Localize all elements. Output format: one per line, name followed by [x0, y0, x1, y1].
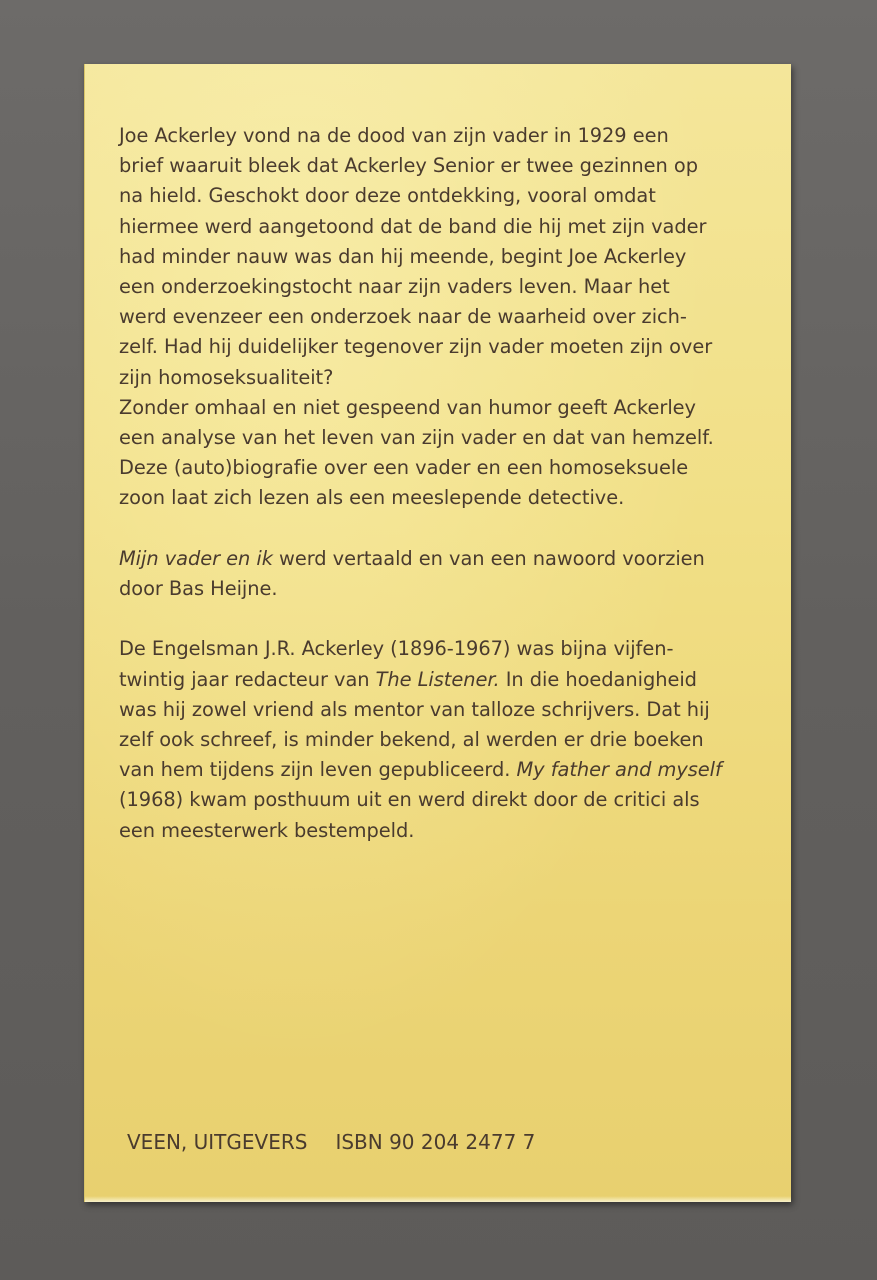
book-back-cover	[84, 64, 791, 1202]
blurb-line: hiermee werd aangetoond dat de band die hij met zijn vader	[119, 214, 707, 238]
blurb-line: Zonder omhaal en niet gespeend van humor geeft Ackerley	[119, 395, 696, 419]
publisher-name: VEEN, UITGEVERS	[127, 1130, 308, 1154]
bio-line: (1968) kwam posthuum uit en werd direkt door de critici als	[119, 788, 700, 812]
bio-line: De Engelsman J.R. Ackerley (1896-1967) was bijna vijfen-	[119, 637, 674, 661]
paragraph-gap	[119, 604, 759, 634]
translator-line: door Bas Heijne.	[119, 577, 278, 601]
translation-text: werd vertaald en van een nawoord voorzien	[272, 546, 705, 570]
bio-line: zelf ook schreef, is minder bekend, al werden er drie boeken	[119, 728, 704, 752]
blurb-line: zijn homoseksualiteit?	[119, 365, 334, 389]
translation-line	[119, 544, 759, 574]
book-title-italic: Mijn vader en ik	[119, 546, 273, 570]
original-title-italic: My father and myself	[516, 758, 722, 782]
bio-line	[119, 665, 759, 695]
blurb-line: Deze (auto)biografie over een vader en een homoseksuele	[119, 456, 689, 480]
bio-line: een meesterwerk bestempeld.	[119, 818, 415, 842]
isbn-number: ISBN 90 204 2477 7	[335, 1130, 536, 1154]
magazine-title-italic: The Listener.	[375, 667, 500, 691]
publisher-footer	[127, 1130, 535, 1154]
bio-line: was hij zowel vriend als mentor van talloze schrijvers. Dat hij	[119, 697, 710, 721]
bio-text: twintig jaar redacteur van	[119, 667, 376, 691]
blurb-line: brief waaruit bleek dat Ackerley Senior er twee gezinnen op	[119, 154, 698, 178]
blurb-line: een analyse van het leven van zijn vader en dat van hemzelf.	[119, 426, 714, 450]
bio-line	[119, 755, 759, 785]
blurb-text	[119, 121, 759, 846]
blurb-line: had minder nauw was dan hij meende, begint Joe Ackerley	[119, 244, 687, 268]
blurb-line: werd evenzeer een onderzoek naar de waarheid over zich-	[119, 305, 687, 329]
blurb-line: een onderzoekingstocht naar zijn vaders leven. Maar het	[119, 275, 670, 299]
bio-text: In die hoedanigheid	[499, 667, 697, 691]
blurb-line: Joe Ackerley vond na de dood van zijn vader in 1929 een	[119, 124, 669, 147]
blurb-line: zoon laat zich lezen als een meeslepende detective.	[119, 486, 625, 510]
paragraph-gap	[119, 514, 759, 544]
blurb-line: na hield. Geschokt door deze ontdekking, vooral omdat	[119, 184, 656, 208]
blurb-line: zelf. Had hij duidelijker tegenover zijn vader moeten zijn over	[119, 335, 713, 359]
bio-text: van hem tijdens zijn leven gepubliceerd.	[119, 758, 517, 782]
